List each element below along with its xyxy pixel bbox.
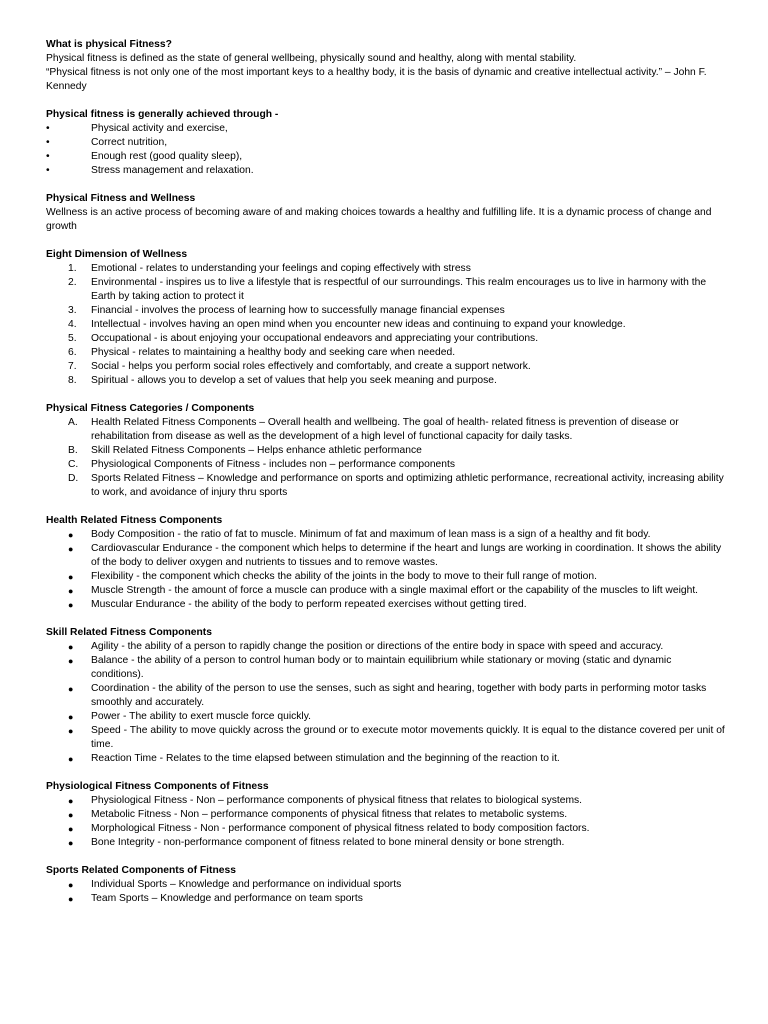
bullet-marker: ● [68, 894, 74, 904]
bullet-marker: ● [68, 600, 74, 610]
bullet-marker: • [46, 165, 50, 176]
bullet-marker: ● [68, 530, 74, 540]
list-item-text: Health Related Fitness Components – Overall health and wellbeing. The goal of health- related fitness is prevention of disease or rehabilitation from disease as well as the development of a high level of functional capacity for daily tasks. [91, 417, 679, 442]
lettered-list [46, 416, 726, 500]
list-item-text: Physical activity and exercise, [91, 123, 228, 134]
bullet-marker: ● [68, 642, 74, 652]
list-item-text: Bone Integrity - non-performance component of fitness related to bone mineral density or bone strength. [91, 837, 565, 848]
list-item [46, 304, 726, 318]
list-item [46, 360, 726, 374]
bullet-list [46, 640, 726, 766]
document-page [46, 38, 726, 920]
list-item-text: Physiological Components of Fitness - includes non – performance components [91, 459, 456, 470]
section-eight-dimensions [46, 248, 726, 388]
list-item-text: Cardiovascular Endurance - the component which helps to determine if the heart and lungs are working in coordination. It shows the ability of the body to deliver oxygen and nutrients to tissues and to remove wastes. [91, 543, 722, 568]
section-achieved-through [46, 108, 726, 178]
list-item [46, 682, 726, 710]
list-item-text: Muscular Endurance - the ability of the body to perform repeated exercises without getting tired. [91, 599, 527, 610]
list-item [46, 640, 726, 654]
list-item-text: Occupational - is about enjoying your occupational endeavors and appreciating your contributions. [91, 333, 539, 344]
list-item [46, 752, 726, 766]
list-item [46, 794, 726, 808]
bullet-marker: ● [68, 754, 74, 764]
section-fitness-and-wellness [46, 192, 726, 234]
list-marker: D. [68, 473, 79, 484]
list-item-text: Physiological Fitness - Non – performance components of physical fitness that relates to biological systems. [91, 795, 583, 806]
list-marker: B. [68, 445, 78, 456]
list-marker: 3. [68, 305, 77, 316]
list-item-text: Muscle Strength - the amount of force a muscle can produce with a single maximal effort or the capability of the muscles to lift weight. [91, 585, 699, 596]
bullet-marker: ● [68, 586, 74, 596]
list-item [46, 584, 726, 598]
list-item-text: Correct nutrition, [91, 137, 168, 148]
bullet-marker: ● [68, 880, 74, 890]
section-heading: Physical fitness is generally achieved through - [46, 109, 279, 120]
list-item [46, 598, 726, 612]
list-item-text: Flexibility - the component which checks the ability of the joints in the body to move to their full range of motion. [91, 571, 597, 582]
bullet-list [46, 878, 726, 906]
list-item-text: Team Sports – Knowledge and performance on team sports [91, 893, 363, 904]
section-skill-related [46, 626, 726, 766]
list-item-text: Power - The ability to exert muscle force quickly. [91, 711, 311, 722]
list-item [46, 472, 726, 500]
bullet-list [46, 528, 726, 612]
list-item-text: Speed - The ability to move quickly across the ground or to execute motor movements quickly. It is equal to the distance covered per unit of time. [91, 725, 725, 750]
list-item [46, 570, 726, 584]
list-item [46, 150, 726, 164]
list-marker: 8. [68, 375, 77, 386]
list-item-text: Physical - relates to maintaining a healthy body and seeking care when needed. [91, 347, 456, 358]
section-health-related [46, 514, 726, 612]
list-item [46, 710, 726, 724]
list-item-text: Enough rest (good quality sleep), [91, 151, 243, 162]
bullet-marker: ● [68, 656, 74, 666]
list-item-text: Morphological Fitness - Non - performance component of physical fitness related to body composition factors. [91, 823, 590, 834]
list-item-text: Sports Related Fitness – Knowledge and performance on sports and optimizing athletic performance, recreational activity, increasing ability to work, and avoidance of injury thru sports [91, 473, 724, 498]
list-marker: C. [68, 459, 79, 470]
list-item [46, 136, 726, 150]
list-item-text: Body Composition - the ratio of fat to muscle. Minimum of fat and maximum of lean mass is a sign of a healthy and fit body. [91, 529, 651, 540]
list-item [46, 416, 726, 444]
list-item [46, 262, 726, 276]
list-item [46, 878, 726, 892]
list-item [46, 332, 726, 346]
bullet-marker: • [46, 137, 50, 148]
list-item [46, 374, 726, 388]
bullet-marker: ● [68, 810, 74, 820]
bullet-marker: ● [68, 712, 74, 722]
list-item [46, 892, 726, 906]
bullet-marker: ● [68, 572, 74, 582]
list-item [46, 654, 726, 682]
list-item-text: Financial - involves the process of learning how to successfully manage financial expenses [91, 305, 505, 316]
section-heading: Physical Fitness Categories / Components [46, 403, 255, 414]
section-heading: Health Related Fitness Components [46, 515, 223, 526]
list-item-text: Emotional - relates to understanding your feelings and coping effectively with stress [91, 263, 471, 274]
quote-paragraph: “Physical fitness is not only one of the most important keys to a healthy body, it is the basis of dynamic and creative intellectual activity.” – John F. Kennedy [46, 67, 707, 92]
bullet-marker: ● [68, 544, 74, 554]
section-heading: Physical Fitness and Wellness [46, 193, 196, 204]
list-item-text: Balance - the ability of a person to control human body or to maintain equilibrium while stationary or moving (static and dynamic conditions). [91, 655, 672, 680]
list-item [46, 444, 726, 458]
paragraph: Physical fitness is defined as the state of general wellbeing, physically sound and healthy, along with mental stability. [46, 53, 577, 64]
section-sports-related [46, 864, 726, 906]
list-item [46, 542, 726, 570]
section-heading: Eight Dimension of Wellness [46, 249, 188, 260]
list-item [46, 318, 726, 332]
list-item [46, 822, 726, 836]
bullet-marker: ● [68, 684, 74, 694]
list-item-text: Social - helps you perform social roles effectively and comfortably, and create a support network. [91, 361, 531, 372]
list-item-text: Reaction Time - Relates to the time elapsed between stimulation and the beginning of the reaction to it. [91, 753, 560, 764]
section-heading: What is physical Fitness? [46, 39, 172, 50]
list-item-text: Environmental - inspires us to live a lifestyle that is respectful of our surroundings. This realm encourages us to live in harmony with the Earth by taking action to protect it [91, 277, 707, 302]
list-item-text: Spiritual - allows you to develop a set of values that help you seek meaning and purpose. [91, 375, 497, 386]
bullet-marker: ● [68, 726, 74, 736]
list-marker: 4. [68, 319, 77, 330]
list-item [46, 528, 726, 542]
list-item [46, 122, 726, 136]
section-heading: Physiological Fitness Components of Fitness [46, 781, 269, 792]
list-marker: 7. [68, 361, 77, 372]
section-physiological [46, 780, 726, 850]
list-item [46, 724, 726, 752]
list-item-text: Stress management and relaxation. [91, 165, 254, 176]
list-marker: 6. [68, 347, 77, 358]
list-item [46, 346, 726, 360]
list-item [46, 458, 726, 472]
bullet-marker: ● [68, 796, 74, 806]
bullet-list [46, 122, 726, 178]
bullet-marker: ● [68, 838, 74, 848]
list-item-text: Coordination - the ability of the person to use the senses, such as sight and hearing, together with body parts in performing motor tasks smoothly and accurately. [91, 683, 707, 708]
list-item-text: Skill Related Fitness Components – Helps enhance athletic performance [91, 445, 422, 456]
section-categories [46, 402, 726, 500]
list-item [46, 164, 726, 178]
bullet-list [46, 794, 726, 850]
list-item-text: Intellectual - involves having an open mind when you encounter new ideas and continuing to expand your knowledge. [91, 319, 626, 330]
section-heading: Sports Related Components of Fitness [46, 865, 236, 876]
bullet-marker: • [46, 123, 50, 134]
list-marker: 5. [68, 333, 77, 344]
list-marker: A. [68, 417, 78, 428]
bullet-marker: • [46, 151, 50, 162]
list-item-text: Agility - the ability of a person to rapidly change the position or directions of the entire body in space with speed and accuracy. [91, 641, 664, 652]
paragraph: Wellness is an active process of becoming aware of and making choices towards a healthy and fulfilling life. It is a dynamic process of change and growth [46, 207, 712, 232]
list-item [46, 836, 726, 850]
numbered-list [46, 262, 726, 388]
bullet-marker: ● [68, 824, 74, 834]
section-heading: Skill Related Fitness Components [46, 627, 212, 638]
list-marker: 2. [68, 277, 77, 288]
list-item-text: Individual Sports – Knowledge and performance on individual sports [91, 879, 402, 890]
list-marker: 1. [68, 263, 77, 274]
list-item [46, 276, 726, 304]
list-item [46, 808, 726, 822]
list-item-text: Metabolic Fitness - Non – performance components of physical fitness that relates to metabolic systems. [91, 809, 568, 820]
section-what-is-fitness [46, 38, 726, 94]
